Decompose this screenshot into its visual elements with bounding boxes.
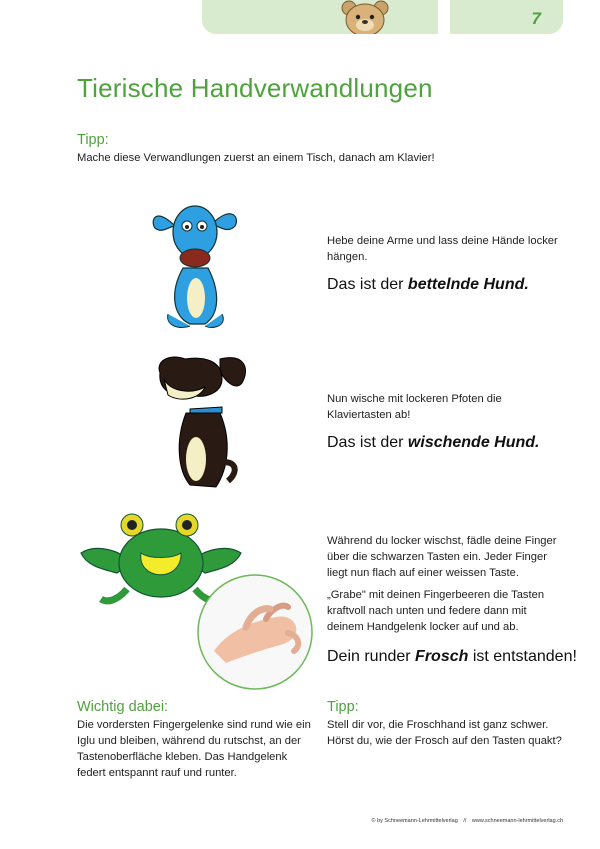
footer-copyright: © by Schneemann-Lehrmittelverlag	[371, 818, 458, 824]
section1-result	[327, 276, 529, 294]
begging-dog-illustration	[150, 196, 240, 332]
bear-icon	[335, 0, 395, 34]
tip2-heading: Tipp:	[327, 699, 359, 715]
section2-result-emphasis: wischende Hund.	[407, 434, 540, 451]
hand-photo	[196, 573, 314, 691]
footer	[0, 818, 563, 824]
section1-result-emphasis: bettelnde Hund.	[407, 276, 529, 293]
header-tab-right	[450, 0, 563, 34]
page-title: Tierische Handverwandlungen	[77, 73, 433, 103]
section3-result	[327, 648, 577, 666]
section3-result-prefix: Dein runder	[327, 648, 416, 665]
wiping-dog-illustration	[150, 351, 252, 493]
important-text: Die vordersten Fingergelenke sind rund wie ein Iglu und bleiben, während du rutschst, an der Tastenoberfläche kleben. Das Handgelenk federt entspannt rauf und runter.	[77, 719, 311, 779]
section1-result-prefix: Das ist der	[327, 276, 408, 293]
section2-text: Nun wische mit lockeren Pfoten die Klaviertasten ab!	[327, 393, 502, 421]
section3-text1: Während du locker wischst, fädle deine Finger über die schwarzen Tasten ein. Jeder Finger liegt nun flach auf einer weissen Taste.	[327, 535, 557, 579]
section2-result	[327, 434, 540, 452]
tip2-text: Stell dir vor, die Froschhand ist ganz schwer. Hörst du, wie der Frosch auf den Tasten quakt?	[327, 719, 562, 747]
header-tab-left	[202, 0, 438, 34]
section3-result-emphasis: Frosch	[415, 648, 469, 665]
footer-website: www.schneemann-lehrmittelverlag.ch	[471, 818, 563, 824]
section3-text2: „Grabe" mit deinen Fingerbeeren die Tasten kraftvoll nach unten und federe dann mit deinem Handgelenk locker auf und ab.	[327, 589, 545, 633]
important-heading: Wichtig dabei:	[77, 699, 169, 715]
page-number: 7	[531, 9, 541, 28]
footer-separator: //	[463, 818, 467, 824]
section2-result-prefix: Das ist der	[327, 434, 408, 451]
section1-text: Hebe deine Arme und lass deine Hände locker hängen.	[327, 235, 558, 263]
tip-text: Mache diese Verwandlungen zuerst an einem Tisch, danach am Klavier!	[77, 152, 435, 164]
tip-heading: Tipp:	[77, 132, 109, 148]
section3-result-suffix: ist entstanden!	[468, 648, 577, 665]
